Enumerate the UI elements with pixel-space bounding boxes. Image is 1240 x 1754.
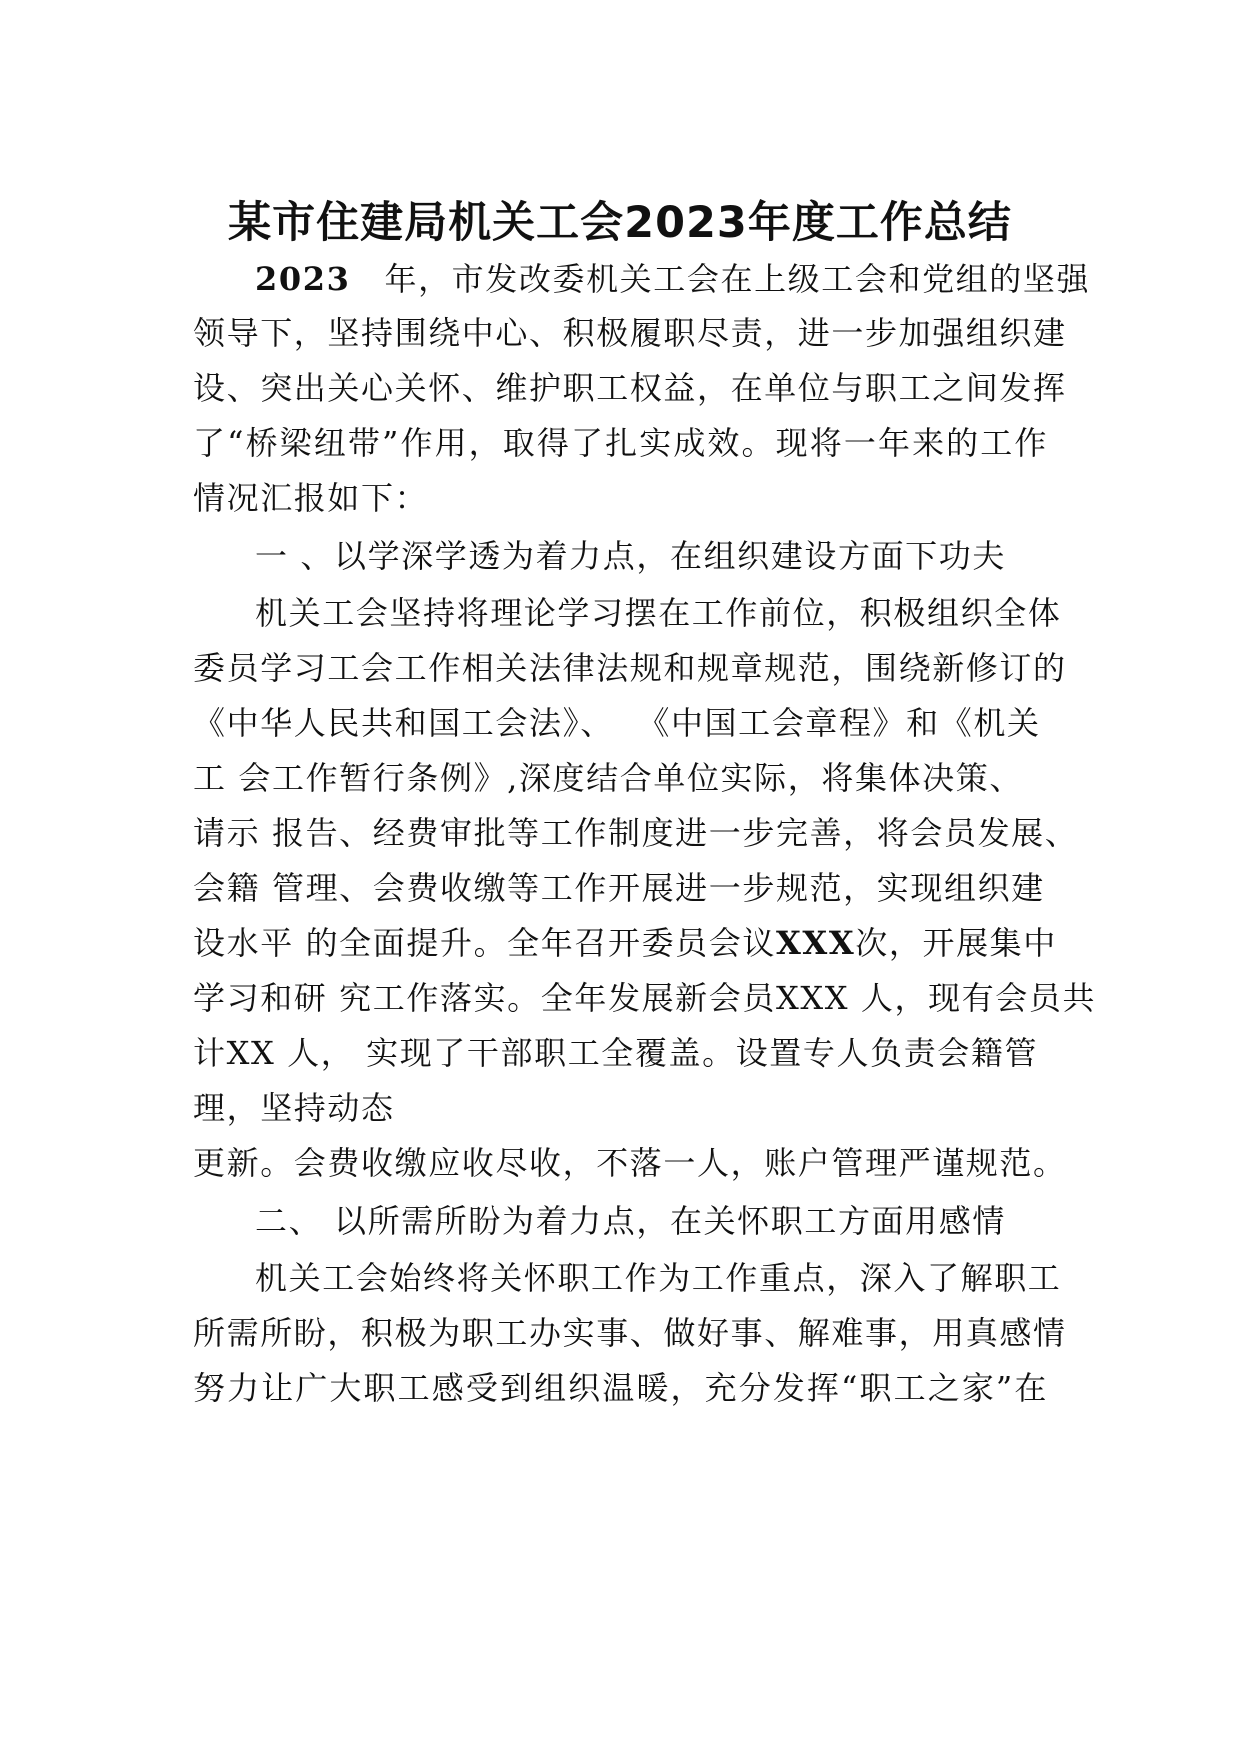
section-2-line-1: 机关工会始终将关怀职工作为工作重点，深入了解职工 [255,1259,1062,1297]
section-2-heading: 二、 以所需所盼为着力点，在关怀职工方面用感情 [255,1202,1006,1240]
intro-line-2: 领导下，坚持围绕中心、积极履职尽责，进一步加强组织建 [193,314,1067,352]
section-1-line-7-c: 次，开展集中 [855,924,1057,962]
intro-line-1 [255,257,1090,301]
intro-line-4: 了“桥梁纽带”作用，取得了扎实成效。现将一年来的工作 [193,424,1048,462]
section-1-line-9: 计XX 人， 实现了干部职工全覆盖。设置专人负责会籍管 [193,1034,1039,1072]
section-1-line-3: 《中华人民共和国工会法》、 《中国工会章程》和《机关 [193,704,1041,742]
intro-year: 2023 [255,260,351,298]
section-1-line-10: 理，坚持动态 [193,1089,395,1127]
section-1-line-7 [193,921,1057,965]
section-1-line-6: 会籍 管理、会费收缴等工作开展进一步规范，实现组织建 [193,869,1045,907]
section-1-line-11: 更新。会费收缴应收尽收，不落一人，账户管理严谨规范。 [193,1144,1067,1182]
document-title: 某市住建局机关工会2023年度工作总结 [228,198,1012,248]
section-1-line-8: 学习和研 究工作落实。全年发展新会员XXX 人，现有会员共 [193,979,1097,1017]
intro-line-1-text: 年，市发改委机关工会在上级工会和党组的坚强 [384,260,1091,298]
intro-line-3: 设、突出关心关怀、维护职工权益，在单位与职工之间发挥 [193,369,1067,407]
section-1-line-1: 机关工会坚持将理论学习摆在工作前位，积极组织全体 [255,594,1062,632]
section-1-line-5: 请示 报告、经费审批等工作制度进一步完善，将会员发展、 [193,814,1079,852]
section-2-line-3: 努力让广大职工感受到组织温暖，充分发挥“职工之家”在 [193,1369,1048,1407]
section-2-line-2: 所需所盼，积极为职工办实事、做好事、解难事，用真感情 [193,1314,1067,1352]
section-1-line-2: 委员学习工会工作相关法律法规和规章规范，围绕新修订的 [193,649,1067,687]
intro-line-5: 情况汇报如下： [193,479,429,517]
section-1-line-4: 工 会工作暂行条例》,深度结合单位实际，将集体决策、 [193,759,1023,797]
section-1-line-7-a: 设水平 的全面提升。全年召开委员会议 [193,924,776,962]
meeting-count: XXX [775,924,856,962]
section-1-heading: 一 、以学深学透为着力点，在组织建设方面下功夫 [255,537,1006,575]
